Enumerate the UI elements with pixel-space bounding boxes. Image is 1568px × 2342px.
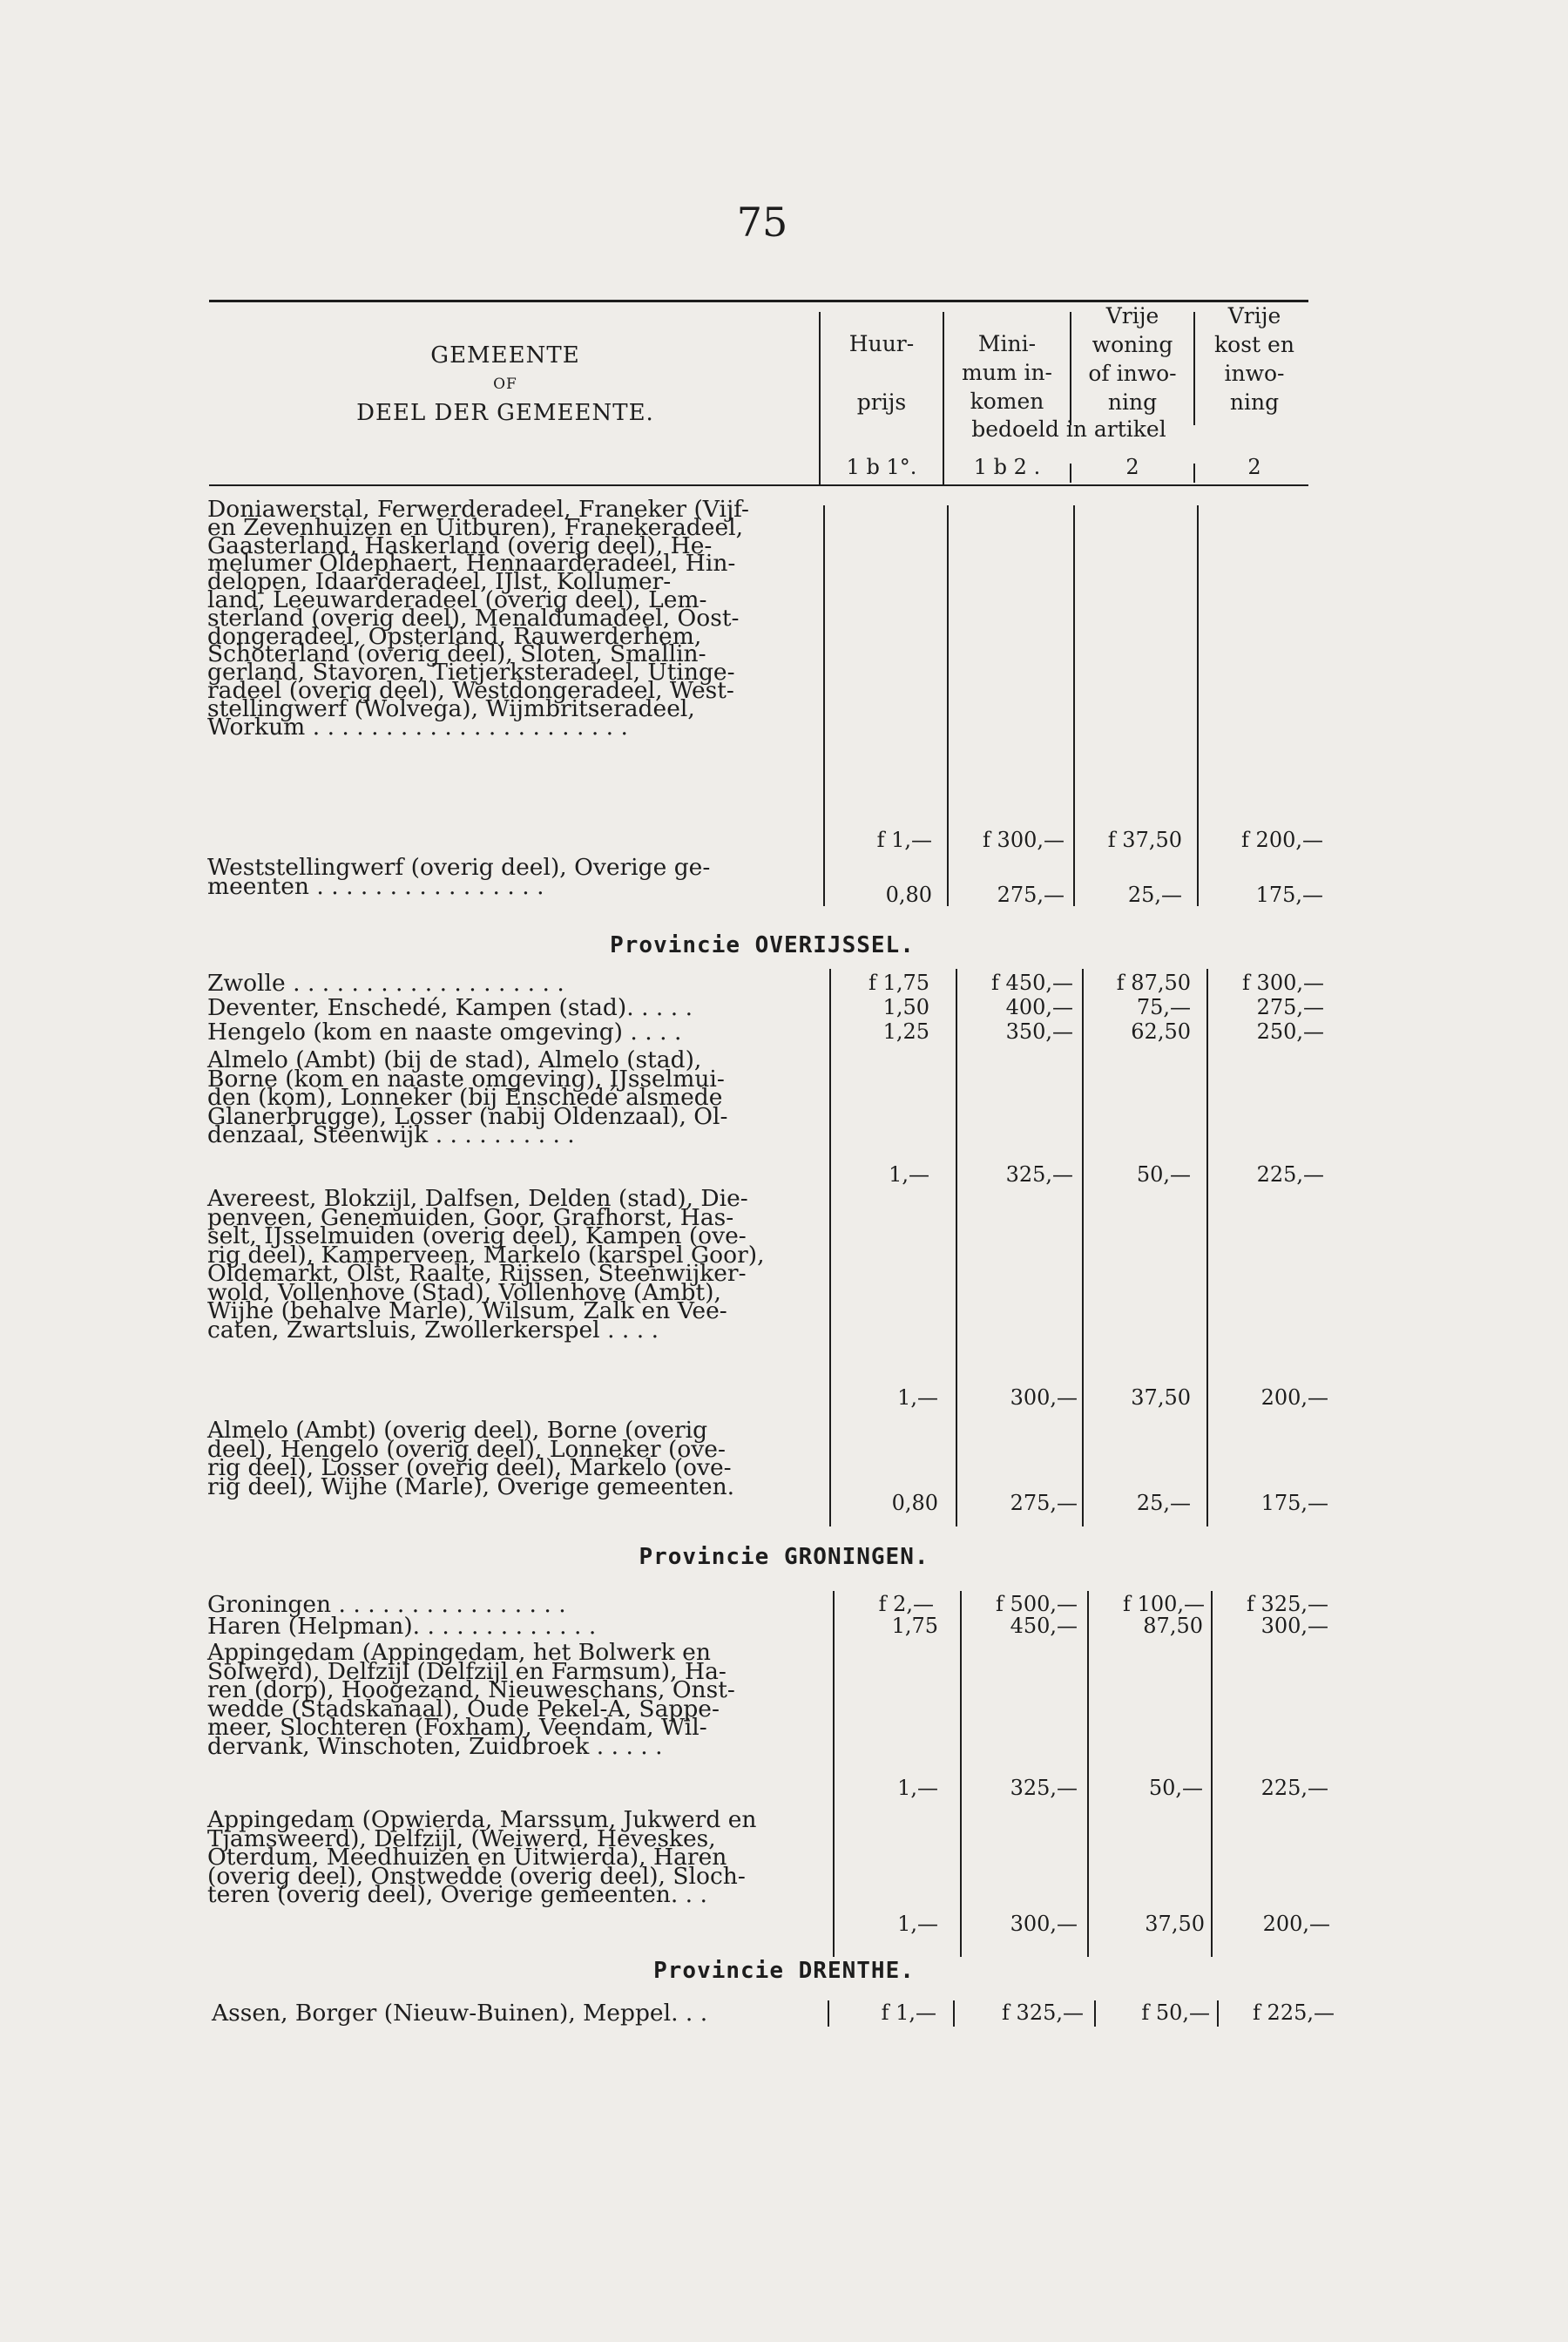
table-row-place: Weststellingwerf (overig deel), Overige ge- meenten . . . . . . . . . . . . . . . . [207, 854, 711, 900]
row-minimum: 300,— [1010, 1912, 1078, 1936]
row-kost: 225,— [1256, 1162, 1324, 1187]
row-minimum: f 500,— [996, 1592, 1078, 1616]
row-woning: 37,50 [1131, 1385, 1191, 1410]
row-woning: 25,— [1127, 883, 1182, 907]
row-kost: 275,— [1256, 995, 1324, 1019]
row-minimum: f 325,— [1002, 2000, 1084, 2025]
table-row-place: Almelo (Ambt) (bij de stad), Almelo (stad), Borne (kom en naaste omgeving), IJsselmui- den (kom), Lonneker (bij Enschedé alsmede Glanerbrugge), Losser (nabij Oldenzaal), Ol- denzaal, Steenwijk . . . . . . . . . . [207, 1046, 728, 1148]
row-woning: 62,50 [1131, 1019, 1191, 1044]
header-minimum-l3: komen [970, 389, 1044, 414]
row-kost: f 325,— [1247, 1592, 1328, 1616]
row-woning: 75,— [1136, 995, 1191, 1019]
row-kost: 200,— [1262, 1912, 1330, 1936]
header-gemeente [253, 342, 758, 427]
header-bedoeld-text: bedoeld in artikel [971, 416, 1166, 442]
body-divider-3c [1087, 1591, 1089, 1957]
row-woning: 25,— [1136, 1491, 1191, 1515]
row-huurprijs: 1,— [897, 1385, 938, 1410]
header-minimum-l1: Mini- [977, 331, 1037, 356]
header-kost-l2: kost en [1214, 332, 1294, 357]
row-minimum: 275,— [1010, 1491, 1078, 1515]
row-woning: 37,50 [1145, 1912, 1205, 1936]
table-row-place: Groningen . . . . . . . . . . . . . . . . [207, 1591, 566, 1618]
row-huurprijs: 1,— [897, 1776, 938, 1800]
row-kost: 250,— [1256, 1019, 1324, 1044]
table-row-place: Deventer, Enschedé, Kampen (stad). . . . . [207, 994, 693, 1021]
body-divider-2a [947, 505, 949, 906]
row-woning: 87,50 [1143, 1614, 1203, 1638]
row-kost: f 225,— [1253, 2000, 1335, 2025]
row-kost: f 300,— [1242, 971, 1324, 995]
row-huurprijs: 1,— [897, 1912, 938, 1936]
table-row-place: Appingedam (Opwierda, Marssum, Jukwerd en Tjamsweerd), Delfzijl, (Weiwerd, Heveskes, Oterdum, Meedhuizen en Uitwierda), Haren (overig deel), Onstwedde (overig deel), Sloch- teren (overig deel), Overige gemeenten. . . [207, 1806, 757, 1908]
body-divider-2c [960, 1591, 962, 1957]
body-divider-4c [1211, 1591, 1213, 1957]
row-kost: f 200,— [1241, 828, 1323, 852]
row-woning: 50,— [1136, 1162, 1191, 1187]
row-kost: 200,— [1260, 1385, 1328, 1410]
section-heading-overijssel: Provincie OVERIJSSEL. [610, 932, 915, 958]
page-number: 75 [736, 199, 788, 246]
table-row-place: Avereest, Blokzijl, Dalfsen, Delden (stad), Die- penveen, Genemuiden, Goor, Grafhorst, Has- selt, IJsselmuiden (overig deel), Kampen (ove- rig deel), Kamperveen, Markelo (karspel Goor), Oldemarkt, Olst, Raalte, Rijssen, Steenwijker- wold, Vollenhove (Stad), Vollenhove (Ambt), Wijhe (behalve Marle), Wilsum, Zalk en Vee- caten, Zwartsluis, Zwollerkerspel . . . . [207, 1185, 765, 1344]
body-divider-4b [1206, 969, 1208, 1526]
row-huurprijs: 1,— [889, 1162, 929, 1187]
row-minimum: f 450,— [991, 971, 1073, 995]
header-minimum-inkomen [944, 329, 1070, 416]
row-huurprijs: f 2,— [878, 1592, 934, 1616]
row-minimum: 325,— [1010, 1776, 1078, 1800]
header-woning-l4: ning [1107, 389, 1158, 415]
row-huurprijs: f 1,— [876, 828, 932, 852]
row-kost: 175,— [1255, 883, 1323, 907]
header-vrije-woning [1071, 301, 1193, 416]
row-minimum: f 300,— [983, 828, 1064, 852]
header-woning-l2: woning [1092, 332, 1173, 357]
header-huurprijs-l2: prijs [856, 389, 907, 415]
header-gemeente-l1: GEMEENTE [430, 342, 580, 369]
row-huurprijs: 0,80 [891, 1491, 938, 1515]
body-divider-1b [829, 969, 831, 1526]
table-row-place: Zwolle . . . . . . . . . . . . . . . . . . . [207, 970, 564, 997]
header-gemeente-l2: OF [493, 375, 517, 393]
body-divider-4d [1217, 2000, 1219, 2027]
body-divider-4a [1197, 505, 1199, 906]
body-divider-1d [828, 2000, 829, 2027]
row-woning: f 100,— [1123, 1592, 1205, 1616]
row-woning: f 37,50 [1107, 828, 1182, 852]
row-kost: 175,— [1260, 1491, 1328, 1515]
table-row-place: Doniawerstal, Ferwerderadeel, Franeker (Vijf- en Zevenhuizen en Uitburen), Franekeradeel, Gaasterland, Haskerland (overig deel), He- melumer Oldephaert, Hennaarderadeel, Hin- delopen, Idaarderadeel, IJlst, Kollumer- land, Leeuwarderadeel (overig deel), Lem- sterland (overig deel), Menaldumadeel, Oost- dongeradeel, Opsterland, Rauwerderhem, Schoterland (overig deel), Sloten, Smallin- gerland, Stavoren, Tietjerksteradeel, Utinge- radeel (overig deel), Westdongeradeel, West- stellingwerf (Wolvega), Wijmbritseradeel, Workum . . . . . . . . . . . . . . . . . . . . . . [207, 496, 749, 741]
row-huurprijs: 1,75 [891, 1614, 938, 1638]
table-row-place: Hengelo (kom en naaste omgeving) . . . . [207, 1019, 682, 1046]
body-divider-2d [953, 2000, 955, 2027]
body-divider-3a [1073, 505, 1075, 906]
row-minimum: 325,— [1005, 1162, 1073, 1187]
code-minimum: 1 b 2 . [973, 455, 1041, 479]
header-kost-l1: Vrije [1227, 303, 1281, 328]
code-huurprijs: 1 b 1°. [846, 455, 917, 479]
row-kost: 225,— [1260, 1776, 1328, 1800]
section-heading-groningen: Provincie GRONINGEN. [639, 1544, 929, 1570]
body-divider-3b [1082, 969, 1084, 1526]
code-kost: 2 [1247, 455, 1261, 479]
body-divider-1a [823, 505, 825, 906]
table-row-place: Almelo (Ambt) (overig deel), Borne (overig deel), Hengelo (overig deel), Lonneker (ove- rig deel), Losser (overig deel), Markelo (ove- rig deel), Wijhe (Marle), Overige gemeenten. [207, 1417, 735, 1500]
row-woning: f 87,50 [1116, 971, 1191, 995]
row-huurprijs: f 1,75 [868, 971, 929, 995]
header-kost-l3: inwo- [1224, 361, 1285, 386]
header-minimum-l2: mum in- [961, 360, 1052, 385]
section-heading-drenthe: Provincie DRENTHE. [653, 1958, 915, 1984]
body-divider-3d [1094, 2000, 1096, 2027]
row-minimum: 400,— [1005, 995, 1073, 1019]
header-gemeente-l3: DEEL DER GEMEENTE. [356, 399, 654, 426]
header-huurprijs-l1: Huur- [848, 331, 915, 356]
header-kost-l4: ning [1229, 389, 1280, 415]
row-kost: 300,— [1260, 1614, 1328, 1638]
row-minimum: 300,— [1010, 1385, 1078, 1410]
row-minimum: 450,— [1010, 1614, 1078, 1638]
row-huurprijs: 0,80 [885, 883, 932, 907]
row-huurprijs: 1,50 [882, 995, 929, 1019]
header-bedoeld [944, 415, 1193, 443]
code-woning: 2 [1125, 455, 1139, 479]
row-minimum: 350,— [1005, 1019, 1073, 1044]
row-woning: 50,— [1148, 1776, 1203, 1800]
row-woning: f 50,— [1141, 2000, 1210, 2025]
header-woning-l3: of inwo- [1088, 361, 1177, 386]
table-row-place: Haren (Helpman). . . . . . . . . . . . . [207, 1613, 597, 1640]
header-woning-l1: Vrije [1105, 303, 1159, 328]
header-bottom-rule [209, 484, 1308, 486]
row-huurprijs: f 1,— [881, 2000, 936, 2025]
table-row-place: Assen, Borger (Nieuw-Buinen), Meppel. . . [212, 2000, 708, 2027]
body-divider-2b [956, 969, 957, 1526]
header-vrije-kost [1195, 301, 1314, 416]
header-huurprijs [821, 329, 943, 416]
row-huurprijs: 1,25 [882, 1019, 929, 1044]
table-row-place: Appingedam (Appingedam, het Bolwerk en Solwerd), Delfzijl (Delfzijl en Farmsum), Ha- ren (dorp), Hoogezand, Nieuweschans, Onst- wedde (Stadskanaal), Oude Pekel-A, Sappe- meer, Slochteren (Foxham), Veendam, Wil- dervank, Winschoten, Zuidbroek . . . . . [207, 1639, 735, 1760]
body-divider-1c [833, 1591, 835, 1957]
row-minimum: 275,— [997, 883, 1064, 907]
